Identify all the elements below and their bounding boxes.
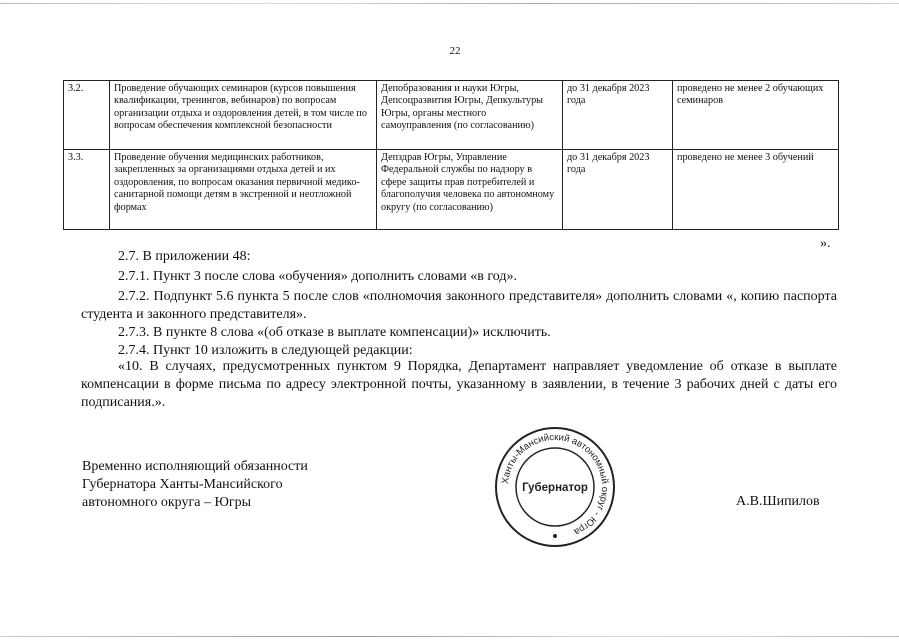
scan-edge-bottom	[0, 636, 899, 637]
activity-cell: Проведение обучения медицинских работников, закрепленных за организациями отдыха детей и их оздоровления, по вопросам оказания первичной медико-санитарной помощи детям в экстренной и неотложной формах	[110, 150, 377, 230]
executors-cell: Депобразования и науки Югры, Депсоцразвития Югры, Депкультуры Югры, органы местного самоуправления (по согласованию)	[377, 81, 563, 150]
activities-table	[63, 80, 839, 230]
row-number: 3.2.	[64, 81, 110, 150]
seal-center-text: Губернатор	[522, 482, 588, 494]
result-cell: проведено не менее 2 обучающих семинаров	[673, 81, 839, 150]
paragraph-2-7: 2.7. В приложении 48:	[118, 249, 251, 264]
result-cell: проведено не менее 3 обучений	[673, 150, 839, 230]
signatory-title-line: автономного округа – Югры	[82, 495, 251, 510]
deadline-cell: до 31 декабря 2023 года	[563, 150, 673, 230]
page-number: 22	[449, 45, 461, 57]
row-number: 3.3.	[64, 150, 110, 230]
seal-star-mark	[553, 534, 557, 538]
executors-cell: Депздрав Югры, Управление Федеральной службы по надзору в сфере защиты прав потребителей и благополучия человека по автономному округу (по согласованию)	[377, 150, 563, 230]
signatory-name: А.В.Шипилов	[736, 494, 820, 509]
deadline-cell: до 31 декабря 2023 года	[563, 81, 673, 150]
governor-seal-stamp	[490, 422, 620, 552]
seal-ring-text: Ханты-Мансийский автономный округ - Югра	[500, 431, 611, 538]
signatory-title-line: Губернатора Ханты-Мансийского	[82, 477, 283, 492]
signatory-title-line: Временно исполняющий обязанности	[82, 459, 308, 474]
activity-cell: Проведение обучающих семинаров (курсов повышения квалификации, тренингов, вебинаров) по вопросам организации отдыха и оздоровления детей, в том числе по вопросам обеспечения комплексной безопасности	[110, 81, 377, 150]
table-row	[64, 81, 839, 150]
paragraph-2-7-2: 2.7.2. Подпункт 5.6 пункта 5 после слов «полномочия законного представителя» дополнить словами «, копию паспорта студента и законного представителя».	[81, 289, 837, 322]
scan-edge-top	[0, 3, 899, 4]
paragraph-2-7-4: 2.7.4. Пункт 10 изложить в следующей редакции:	[118, 343, 413, 358]
closing-quote: ».	[820, 236, 831, 251]
paragraph-point-10: «10. В случаях, предусмотренных пунктом 9 Порядка, Департамент направляет уведомление об отказе в выплате компенсации в форме письма по адресу электронной почты, указанному в заявлении, в течение 3 рабочих дней с даты его подписания.».	[81, 359, 837, 410]
paragraph-2-7-3: 2.7.3. В пункте 8 слова «(об отказе в выплате компенсации)» исключить.	[118, 325, 551, 340]
table-row	[64, 150, 839, 230]
paragraph-2-7-1: 2.7.1. Пункт 3 после слова «обучения» дополнить словами «в год».	[118, 269, 518, 284]
signatory-title	[82, 458, 308, 512]
